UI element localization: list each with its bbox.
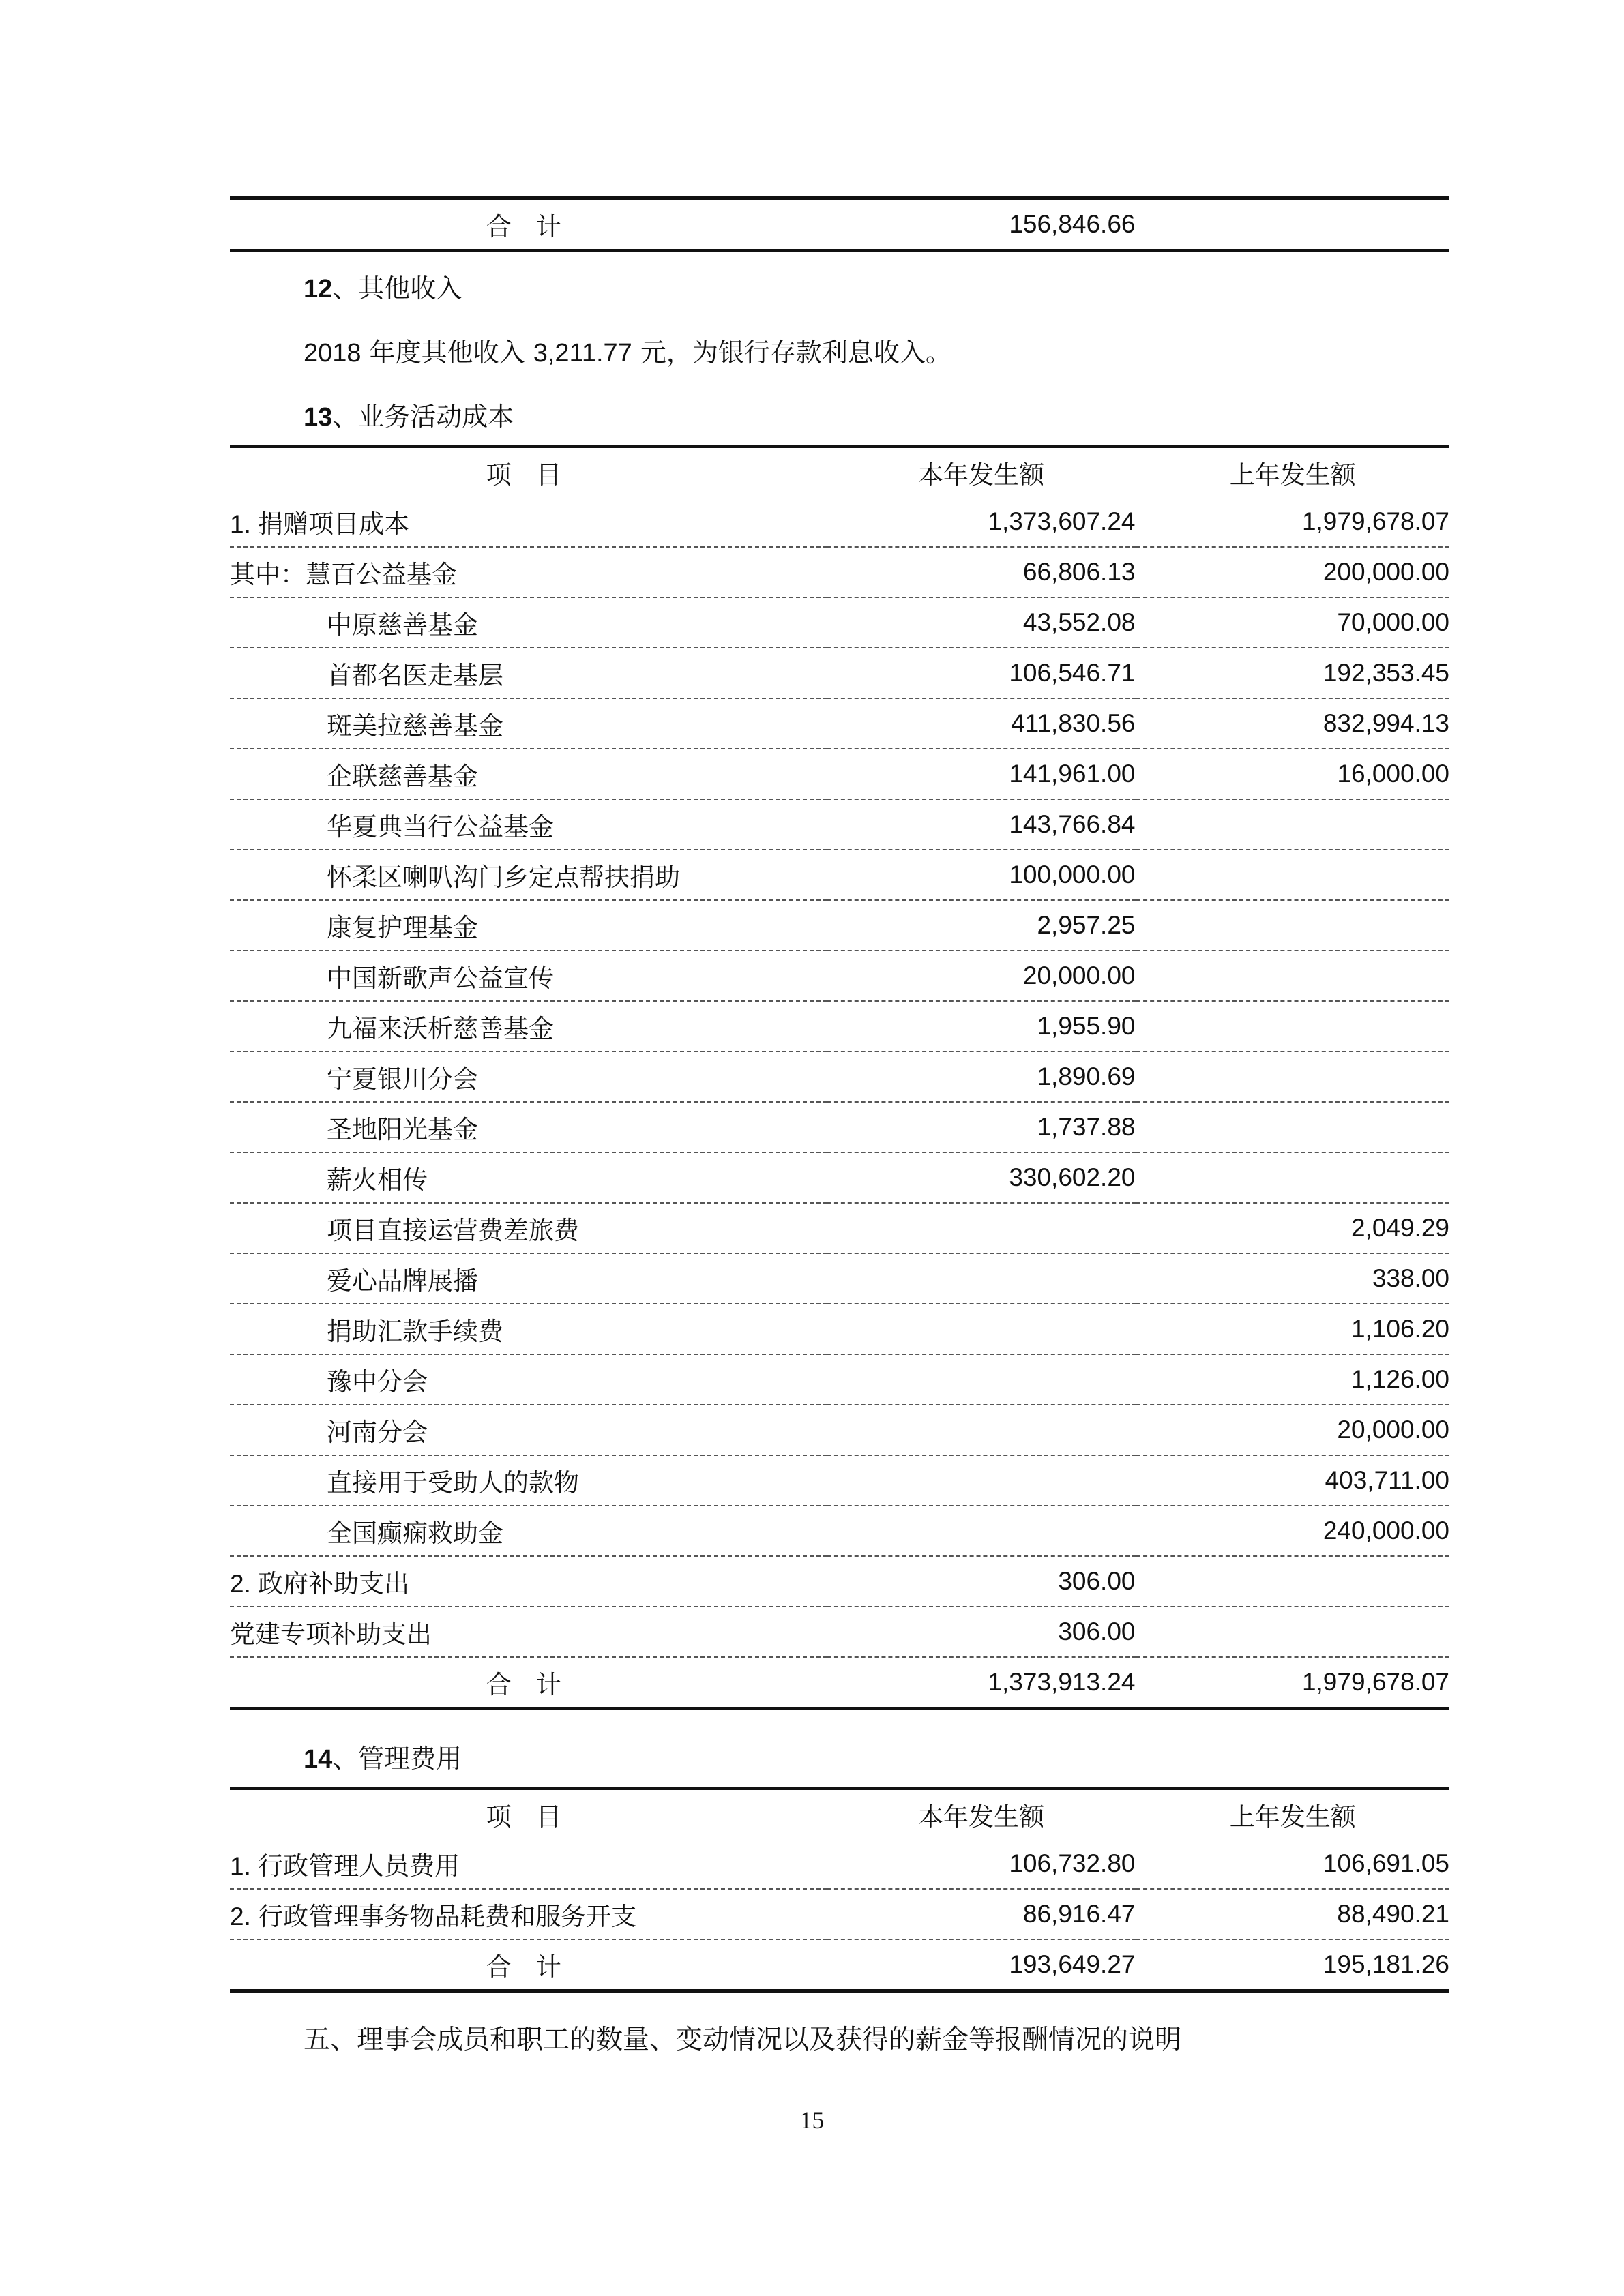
row-label: 爱心品牌展播 — [230, 1253, 827, 1304]
row-prior-amount: 20,000.00 — [1136, 1405, 1449, 1455]
para-year: 2018 — [304, 339, 361, 368]
table-11-tail — [230, 196, 1449, 252]
table-row — [230, 1001, 1449, 1052]
row-prior-amount — [1136, 1052, 1449, 1102]
section-13-heading — [304, 396, 514, 433]
row-label: 中原慈善基金 — [230, 597, 827, 648]
row-label: 怀柔区喇叭沟门乡定点帮扶捐助 — [230, 850, 827, 900]
table-row — [230, 648, 1449, 698]
table-row — [230, 597, 1449, 648]
para-tail: 元，为银行存款利息收入。 — [632, 338, 951, 368]
table-business-cost — [230, 445, 1449, 1710]
row-prior-amount — [1136, 1556, 1449, 1607]
total-current: 193,649.27 — [827, 1939, 1136, 1991]
page-number: 15 — [799, 2106, 825, 2134]
table-row — [230, 1102, 1449, 1152]
total-current: 156,846.66 — [827, 198, 1136, 251]
row-label: 豫中分会 — [230, 1354, 827, 1405]
row-prior-amount — [1136, 1152, 1449, 1203]
row-current-amount — [827, 1405, 1136, 1455]
total-prior — [1136, 198, 1449, 251]
row-label: 1. 捐赠项目成本 — [230, 497, 827, 547]
row-prior-amount — [1136, 951, 1449, 1001]
row-current-amount: 1,955.90 — [827, 1001, 1136, 1052]
table-row — [230, 1304, 1449, 1354]
section-12-title: 、其他收入 — [332, 273, 462, 303]
row-label: 直接用于受助人的款物 — [230, 1455, 827, 1506]
row-prior-amount: 403,711.00 — [1136, 1455, 1449, 1506]
row-label: 2. 政府补助支出 — [230, 1556, 827, 1607]
header-prior: 上年发生额 — [1136, 447, 1449, 498]
row-label: 圣地阳光基金 — [230, 1102, 827, 1152]
table-row — [230, 900, 1449, 951]
row-label: 九福来沃析慈善基金 — [230, 1001, 827, 1052]
para-amount: 3,211.77 — [533, 339, 632, 368]
row-prior-amount: 88,490.21 — [1136, 1889, 1449, 1939]
row-current-amount: 66,806.13 — [827, 547, 1136, 597]
table-header-row — [230, 447, 1449, 498]
row-label: 宁夏银川分会 — [230, 1052, 827, 1102]
row-prior-amount: 192,353.45 — [1136, 648, 1449, 698]
row-label: 其中：慧百公益基金 — [230, 547, 827, 597]
row-current-amount: 106,732.80 — [827, 1839, 1136, 1889]
row-prior-amount: 832,994.13 — [1136, 698, 1449, 749]
row-current-amount: 20,000.00 — [827, 951, 1136, 1001]
row-current-amount: 1,737.88 — [827, 1102, 1136, 1152]
row-prior-amount: 338.00 — [1136, 1253, 1449, 1304]
row-current-amount: 2,957.25 — [827, 900, 1136, 951]
total-label: 合 计 — [486, 1671, 570, 1699]
row-prior-amount: 1,126.00 — [1136, 1354, 1449, 1405]
table-row — [230, 749, 1449, 799]
table-total-row — [230, 1939, 1449, 1991]
row-current-amount — [827, 1304, 1136, 1354]
para-mid: 年度其他收入 — [361, 338, 533, 368]
row-label: 薪火相传 — [230, 1152, 827, 1203]
table-row — [230, 1556, 1449, 1607]
table-row — [230, 1354, 1449, 1405]
row-label: 1. 行政管理人员费用 — [230, 1839, 827, 1889]
table-row — [230, 951, 1449, 1001]
row-label: 斑美拉慈善基金 — [230, 698, 827, 749]
row-prior-amount: 240,000.00 — [1136, 1506, 1449, 1556]
row-current-amount: 100,000.00 — [827, 850, 1136, 900]
section-13-number: 13 — [304, 403, 333, 432]
table-row — [230, 1889, 1449, 1939]
row-current-amount — [827, 1455, 1136, 1506]
table-row — [230, 698, 1449, 749]
total-label: 合 计 — [486, 213, 570, 241]
row-prior-amount — [1136, 850, 1449, 900]
table-row — [230, 850, 1449, 900]
row-prior-amount: 1,106.20 — [1136, 1304, 1449, 1354]
row-prior-amount: 1,979,678.07 — [1136, 497, 1449, 547]
table-row — [230, 1203, 1449, 1253]
row-prior-amount — [1136, 799, 1449, 850]
section-12-number: 12 — [304, 275, 333, 303]
table-row — [230, 1607, 1449, 1657]
table-total-row — [230, 198, 1449, 251]
row-label: 企联慈善基金 — [230, 749, 827, 799]
row-current-amount: 106,546.71 — [827, 648, 1136, 698]
row-label: 华夏典当行公益基金 — [230, 799, 827, 850]
table-total-row — [230, 1657, 1449, 1709]
row-label: 河南分会 — [230, 1405, 827, 1455]
row-current-amount — [827, 1203, 1136, 1253]
row-label: 首都名医走基层 — [230, 648, 827, 698]
section-5-heading: 五、理事会成员和职工的数量、变动情况以及获得的薪金等报酬情况的说明 — [304, 2025, 1182, 2055]
row-current-amount: 411,830.56 — [827, 698, 1136, 749]
row-prior-amount — [1136, 900, 1449, 951]
row-current-amount: 1,373,607.24 — [827, 497, 1136, 547]
row-current-amount: 1,890.69 — [827, 1052, 1136, 1102]
row-prior-amount: 70,000.00 — [1136, 597, 1449, 648]
table-row — [230, 1839, 1449, 1889]
total-prior: 195,181.26 — [1136, 1939, 1449, 1991]
section-13-title: 、业务活动成本 — [332, 402, 514, 432]
table-row — [230, 497, 1449, 547]
total-label: 合 计 — [486, 1953, 570, 1981]
row-current-amount: 306.00 — [827, 1607, 1136, 1657]
row-label: 康复护理基金 — [230, 900, 827, 951]
row-current-amount: 86,916.47 — [827, 1889, 1136, 1939]
table-row — [230, 1405, 1449, 1455]
section-14-number: 14 — [304, 1745, 333, 1774]
row-label: 中国新歌声公益宣传 — [230, 951, 827, 1001]
row-label: 全国癫痫救助金 — [230, 1506, 827, 1556]
section-14-title: 、管理费用 — [332, 1744, 462, 1774]
table-row — [230, 1506, 1449, 1556]
section-14-heading — [304, 1738, 462, 1775]
row-label: 党建专项补助支出 — [230, 1607, 827, 1657]
table-header-row — [230, 1789, 1449, 1840]
header-item: 项 目 — [486, 461, 570, 489]
section-12-paragraph — [304, 331, 951, 369]
row-prior-amount — [1136, 1607, 1449, 1657]
row-prior-amount: 106,691.05 — [1136, 1839, 1449, 1889]
header-current: 本年发生额 — [827, 1789, 1136, 1840]
row-prior-amount: 16,000.00 — [1136, 749, 1449, 799]
total-prior: 1,979,678.07 — [1136, 1657, 1449, 1709]
header-item: 项 目 — [486, 1803, 570, 1831]
row-prior-amount — [1136, 1102, 1449, 1152]
table-row — [230, 547, 1449, 597]
header-prior: 上年发生额 — [1136, 1789, 1449, 1840]
row-prior-amount: 200,000.00 — [1136, 547, 1449, 597]
row-current-amount — [827, 1253, 1136, 1304]
row-current-amount: 43,552.08 — [827, 597, 1136, 648]
row-prior-amount — [1136, 1001, 1449, 1052]
table-row — [230, 1455, 1449, 1506]
row-label: 项目直接运营费差旅费 — [230, 1203, 827, 1253]
total-current: 1,373,913.24 — [827, 1657, 1136, 1709]
row-current-amount: 143,766.84 — [827, 799, 1136, 850]
header-current: 本年发生额 — [827, 447, 1136, 498]
table-admin-expense — [230, 1787, 1449, 1993]
row-current-amount: 141,961.00 — [827, 749, 1136, 799]
row-prior-amount: 2,049.29 — [1136, 1203, 1449, 1253]
table-row — [230, 799, 1449, 850]
row-current-amount: 306.00 — [827, 1556, 1136, 1607]
row-label: 2. 行政管理事务物品耗费和服务开支 — [230, 1889, 827, 1939]
row-current-amount: 330,602.20 — [827, 1152, 1136, 1203]
table-row — [230, 1152, 1449, 1203]
row-current-amount — [827, 1506, 1136, 1556]
row-current-amount — [827, 1354, 1136, 1405]
row-label: 捐助汇款手续费 — [230, 1304, 827, 1354]
table-row — [230, 1253, 1449, 1304]
section-12-heading — [304, 267, 462, 305]
table-row — [230, 1052, 1449, 1102]
